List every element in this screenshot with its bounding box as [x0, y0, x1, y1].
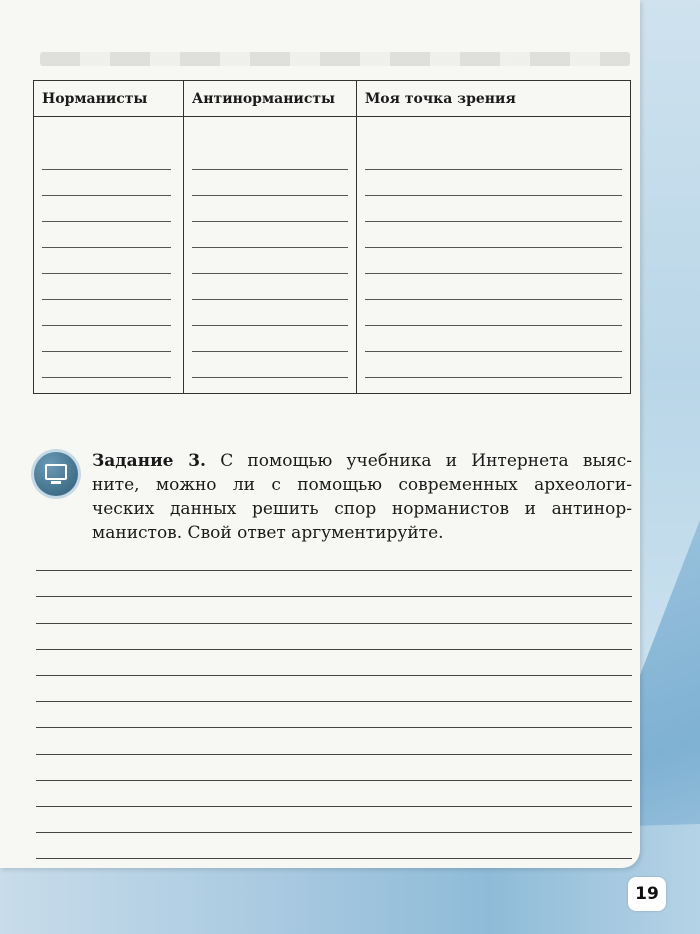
task-line-4: манистов. Свой ответ аргументируйте.	[92, 523, 444, 543]
computer-monitor-icon	[34, 452, 78, 496]
antinormanists-cell[interactable]	[183, 117, 356, 394]
table-header-row	[34, 81, 631, 117]
header-normanists: Норманисты	[34, 81, 184, 117]
normanists-cell[interactable]	[34, 117, 184, 394]
task-line-1: С помощью учебника и Интернета выяс-	[220, 451, 633, 471]
views-table	[33, 80, 631, 394]
task-line-3: ческих данных решить спор норманистов и антинор-	[92, 499, 632, 519]
task-3-text	[92, 449, 632, 545]
table-body-row	[34, 117, 631, 394]
page-number: 19	[628, 877, 666, 911]
answer-area[interactable]	[36, 545, 632, 859]
my-opinion-cell[interactable]	[356, 117, 630, 394]
header-antinormanists: Антинорманисты	[183, 81, 356, 117]
writing-lines	[365, 117, 622, 378]
faded-header-text	[40, 52, 630, 66]
task-number-label: Задание 3.	[92, 451, 206, 471]
writing-lines	[192, 117, 348, 378]
writing-lines	[42, 117, 175, 378]
header-my-opinion: Моя точка зрения	[356, 81, 630, 117]
task-line-2: ните, можно ли с помощью современных археологи-	[92, 475, 632, 495]
